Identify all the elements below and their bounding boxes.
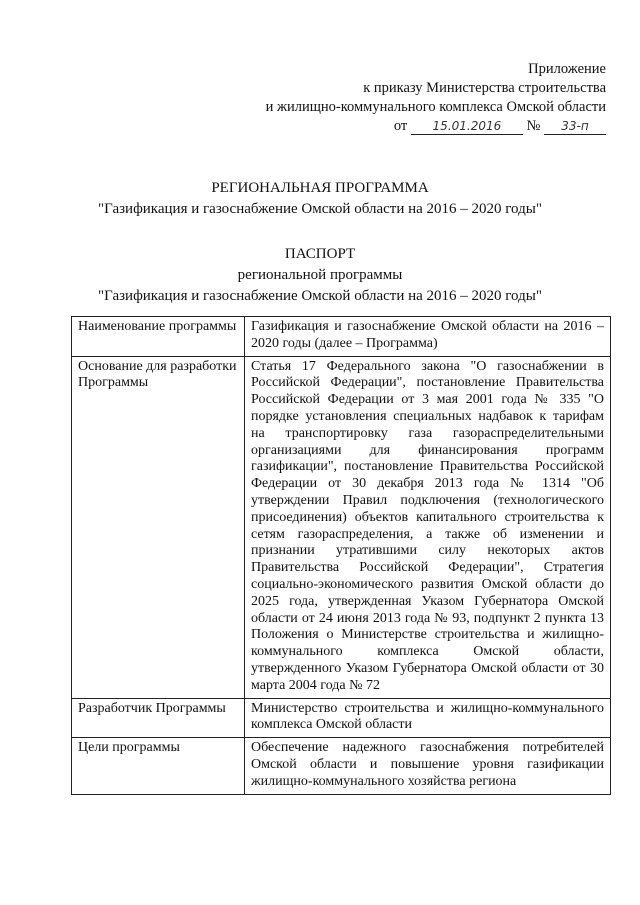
appendix-date-number-line [266, 117, 606, 136]
row-label: Наименование программы [72, 317, 245, 357]
row-value: Обеспечение надежного газоснабжения потребителей Омской области и повышение уровня газификации жилищно-коммунального хозяйства региона [245, 738, 611, 794]
handwritten-date: 15.01.2016 [411, 119, 523, 135]
passport-heading-block [0, 244, 640, 307]
program-title: "Газификация и газоснабжение Омской области на 2016 – 2020 годы" [98, 201, 542, 217]
appendix-order-line: к приказу Министерства строительства [363, 80, 606, 96]
row-value: Министерство строительства и жилищно-коммунального комплекса Омской области [245, 698, 611, 738]
program-heading: РЕГИОНАЛЬНАЯ ПРОГРАММА [211, 180, 429, 196]
program-heading-block [0, 178, 640, 220]
row-value: Газификация и газоснабжение Омской области на 2016 – 2020 годы (далее – Программа) [245, 317, 611, 357]
passport-subheading: региональной программы [237, 267, 403, 283]
appendix-title: Приложение [528, 61, 606, 77]
table-row [72, 738, 611, 794]
table-row [72, 698, 611, 738]
row-label: Основание для разработки Программы [72, 356, 245, 698]
handwritten-number: 33-п [544, 119, 606, 135]
row-label: Цели программы [72, 738, 245, 794]
appendix-ministry-line: и жилищно-коммунального комплекса Омской области [265, 99, 606, 115]
passport-heading: ПАСПОРТ [284, 246, 356, 262]
passport-title: "Газификация и газоснабжение Омской области на 2016 – 2020 годы" [98, 288, 542, 304]
number-label: № [526, 118, 541, 134]
table-row [72, 356, 611, 698]
appendix-header [266, 60, 606, 136]
row-label: Разработчик Программы [72, 698, 245, 738]
row-value: Статья 17 Федерального закона "О газоснабжении в Российской Федерации", постановление Правительства Российской Федерации от 3 мая 2001 года № 335 "О порядке установления специальных надбавок к тарифам на транспортировку газа газораспределительными организациями для финансирования программ газификации", постановление Правительства Российской Федерации от 30 декабря 2013 года № 1314 "Об утверждении Правил подключения (технологического присоединения) объектов капитального строительства к сетям газораспределения, а также об изменении и признании утратившими силу некоторых актов Правительства Российской Федерации", Стратегия социально-экономического развития Омской области до 2025 года, утвержденная Указом Губернатора Омской области от 24 июня 2013 года № 93, подпункт 2 пункта 13 Положения о Министерстве строительства и жилищно-коммунального комплекса Омской области, утвержденного Указом Губернатора Омской области от 30 марта 2004 года № 72 [245, 356, 611, 698]
table-row [72, 317, 611, 357]
passport-table [71, 316, 611, 795]
from-label: от [393, 118, 408, 134]
